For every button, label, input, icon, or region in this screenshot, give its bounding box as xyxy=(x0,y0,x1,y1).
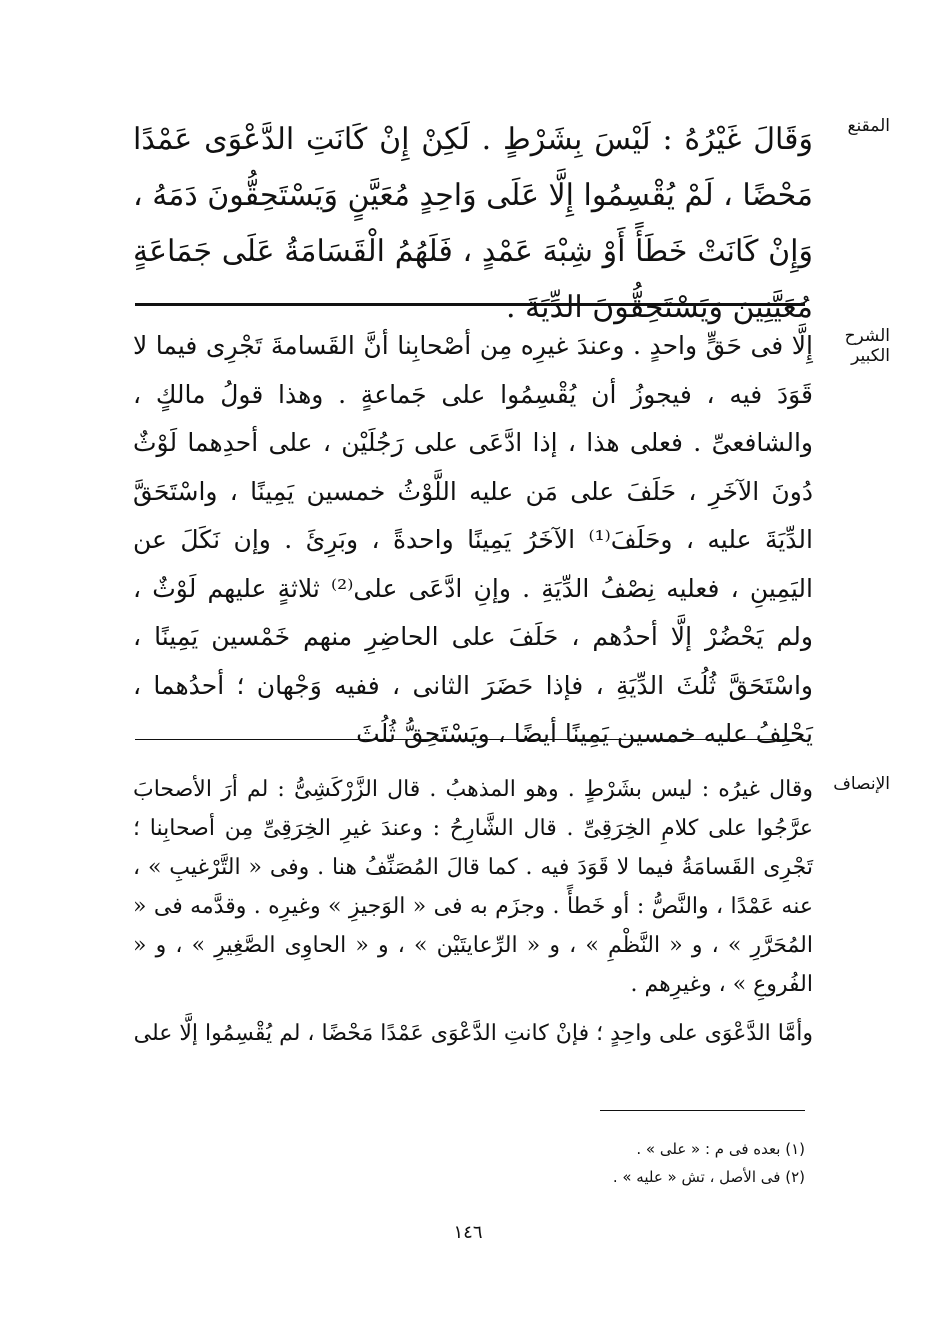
section-sharh-kabir xyxy=(100,322,890,748)
section-insaf xyxy=(100,770,890,1100)
muqni-paragraph: وَقَالَ غَيْرُهُ : لَيْسَ بِشَرْطٍ . لَكِنْ إِنْ كَانَتِ الدَّعْوَى عَمْدًا مَحْضًا ، لَمْ يُقْسِمُوا إِلَّا عَلَى وَاحِدٍ مُعَيَّنٍ وَيَسْتَحِقُّونَ دَمَهُ ، وَإِنْ كَانَتْ خَطَأً أَوْ شِبْهَ عَمْدٍ ، فَلَهُمُ الْقَسَامَةُ عَلَى جَمَاعَةٍ مُعَيَّنِينَ وَيَسْتَحِقُّونَ الدِّيَةَ . xyxy=(133,122,813,325)
section-label-sharh: الشرح الكبير xyxy=(844,326,890,366)
sharh-paragraph: إِلَّا فى حَقٍّ واحدٍ . وعندَ غيرِه مِن أصْحابِنا أنَّ القَسامةَ تَجْرِى فيما لا قَوَدَ فيه ، فيجوزُ أن يُقْسِمُوا على جَماعةٍ . وهذا قولُ مالكٍ ، والشافعىِّ . فعلى هذا ، إذا ادَّعَى على رَجُلَيْن ، على أحدِهما لَوْثٌ دُونَ الآخَرِ ، حَلَفَ على مَن عليه اللَّوْثُ خمسين يَمِينًا ، واسْتَحَقَّ الدِّيَةَ عليه ، وحَلَفَ⁽¹⁾ الآخَرُ يَمِينًا واحدةً ، وبَرِئَ . وإن نَكَلَ عن اليَمِينِ ، فعليه نِصْفُ الدِّيَةِ . وإنِ ادَّعَى على⁽²⁾ ثلاثةٍ عليهم لَوْثٌ ، ولم يَحْضُرْ إلَّا أحدُهم ، حَلَفَ على الحاضِرِ منهم خَمْسين يَمِينًا ، واسْتَحَقَّ ثُلُثَ الدِّيَةِ ، فإذا حَضَرَ الثانى ، ففيه وَجْهان ؛ أحدُهما ، يَحْلِفُ عليه خمسين يَمِينًا أيضًا ، ويَسْتَحِقُّ ثُلُثَ xyxy=(133,331,813,748)
footnote-2: (٢) فى الأصل ، تش « عليه » . xyxy=(612,1168,805,1186)
insaf-paragraph: وقال غيرُه : ليس بشَرْطٍ . وهو المذهبُ . قال الزَّرْكَشِىُّ : لم أرَ الأصحابَ عرَّجُوا على كلامِ الخِرَقِىِّ . قال الشَّارِحُ : وعندَ غيرِ الخِرَقِىِّ مِن أصحابِنا ؛ تَجْرِى القَسامَةُ فيما لا قَوَدَ فيه . كما قالَ المُصَنِّفُ هنا . وفى « التَّرْغيبِ » ، عنه عَمْدًا ، والنَّصُّ : أو خَطأً . وجزَم به فى « الوَجيزِ » وغيرِه . وقدَّمه فى « المُحَرَّرِ » ، و « النَّظْمِ » ، و « الرِّعايتَيْن » ، و « الحاوِى الصَّغِيرِ » ، و « الفُروعِ » ، وغيرِهم . xyxy=(133,777,813,997)
footnote-divider xyxy=(600,1110,805,1111)
section-divider-thick xyxy=(135,303,805,306)
section-label-muqni: المقنع xyxy=(847,116,890,136)
footnotes xyxy=(360,1135,805,1191)
section-divider-thin xyxy=(135,739,805,740)
page-number: ١٤٦ xyxy=(453,1222,483,1243)
section-label-insaf: الإنصاف xyxy=(833,774,890,794)
section-text-sharh xyxy=(133,322,813,759)
section-muqni xyxy=(100,112,890,325)
insaf-paragraph: وأمَّا الدَّعْوَى على واحِدٍ ؛ فإنْ كانتِ الدَّعْوَى عَمْدًا مَحْضًا ، لم يُقْسِمُوا إلَّا على xyxy=(133,1021,813,1046)
footnote-1: (١) بعده فى م : « على » . xyxy=(636,1140,805,1158)
section-text-insaf xyxy=(133,770,813,1053)
